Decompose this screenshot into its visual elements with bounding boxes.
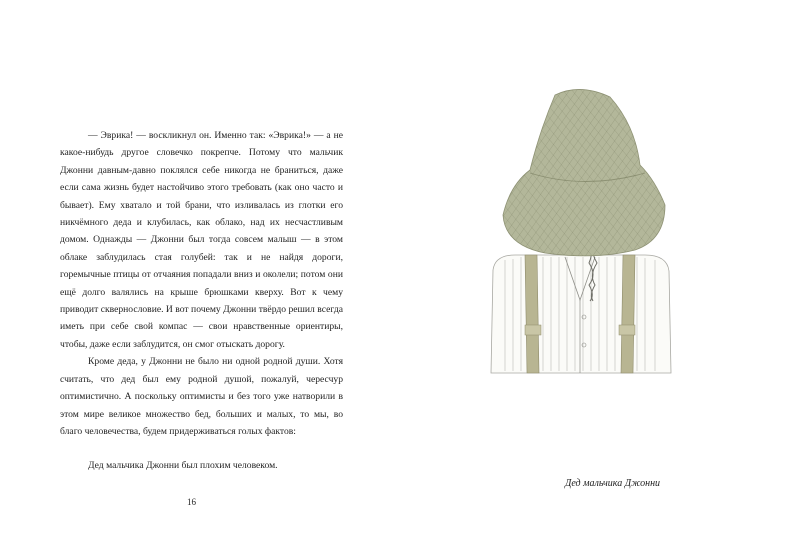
- paragraph-1: — Эврика! — воскликнул он. Именно так: «Эврика!» — а не какое-нибудь другое словечко покрепче. Потому что мальчик Джонни давным-давно поклялся себе никогда не браниться, даже если сама жизнь будет настойчиво этого требовать (как оно часто и бывает). Ему хватало и той брани, что изливалась из глотки его никчёмного деда и клубилась, как облако, над их несчастливым домом. Однажды — Джонни был тогда совсем малыш — в этом облаке заблудилась стая голубей: так и не найдя дороги, горемычные птицы от отчаяния попадали вниз и околели; потом они ещё долго валялись на крыше брюшками кверху. Вот к чему приводит сквернословие. И вот почему Джонни твёрдо решил всегда иметь при себе свой компас — свои нравственные ориентиры, чтобы, даже если заблудится, он смог отыскать дорогу.: [60, 130, 343, 350]
- grandfather-illustration: [485, 85, 675, 375]
- body-text: [60, 127, 343, 475]
- right-page: [400, 0, 800, 550]
- page-number: 16: [187, 497, 196, 507]
- illustration-caption: Дед мальчика Джонни: [565, 478, 661, 489]
- paragraph-2: Кроме деда, у Джонни не было ни одной родной души. Хотя считать, что дед был ему родной душой, пожалуй, чересчур оптимистично. А поскольку оптимисты и без того уже натворили в этом мире великое множество бед, больших и малых, то мы, во благо человечества, будем придерживаться голых фактов:: [60, 356, 343, 437]
- hat: [503, 89, 665, 255]
- paragraph-3: Дед мальчика Джонни был плохим человеком.: [88, 460, 278, 472]
